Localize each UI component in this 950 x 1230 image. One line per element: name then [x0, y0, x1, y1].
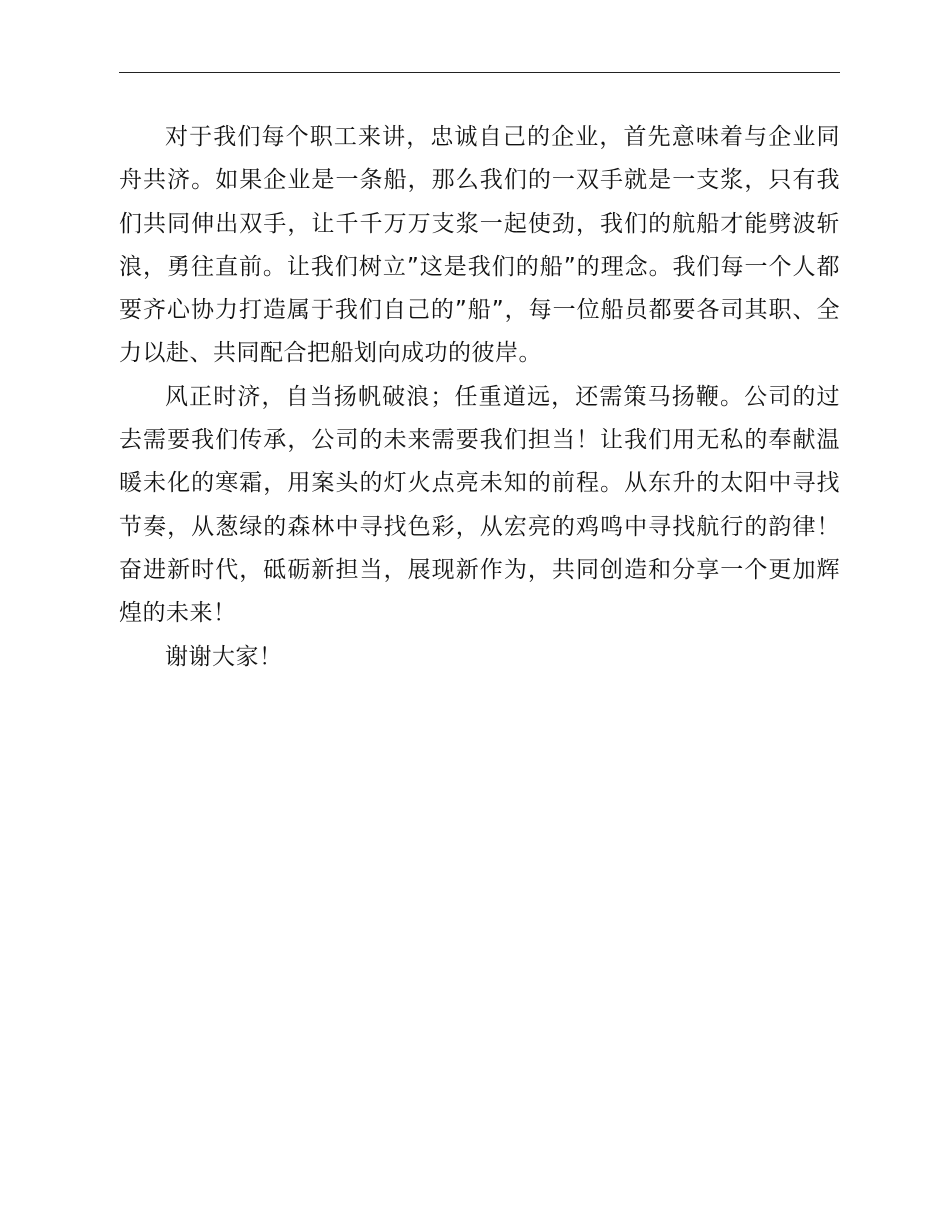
paragraph-thanks: 谢谢大家！ — [165, 643, 283, 670]
header-rule — [119, 72, 840, 73]
paragraph-loyalty: 对于我们每个职工来讲，忠诚自己的企业，首先意味着与企业同舟共济。如果企业是一条船，那么我们的一双手就是一支浆，只有我们共同伸出双手，让千千万万支浆一起使劲，我们的航船才能劈波斩浪，勇往直前。让我们树立”这是我们的船”的理念。我们每一个人都要齐心协力打造属于我们自己的”船”，每一位船员都要各司其职、全力以赴、共同配合把船划向成功的彼岸。 — [119, 124, 840, 367]
document-body — [119, 116, 840, 679]
paragraph-future: 风正时济，自当扬帆破浪；任重道远，还需策马扬鞭。公司的过去需要我们传承，公司的未来需要我们担当！让我们用无私的奉献温暖未化的寒霜，用案头的灯火点亮未知的前程。从东升的太阳中寻找节奏，从葱绿的森林中寻找色彩，从宏亮的鸡鸣中寻找航行的韵律！奋进新时代，砥砺新担当，展现新作为，共同创造和分享一个更加辉煌的未来！ — [119, 383, 840, 627]
